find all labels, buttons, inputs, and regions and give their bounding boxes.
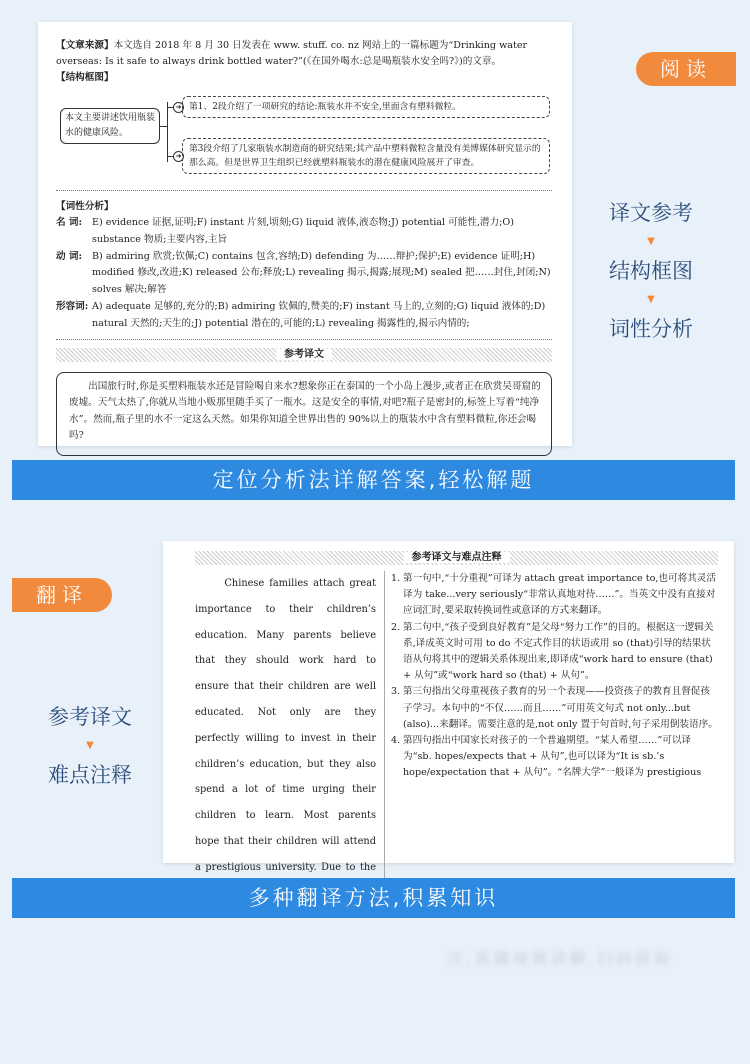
banner-translation: 多种翻译方法,积累知识 xyxy=(12,878,735,918)
arrow-icon: ➜ xyxy=(173,102,184,113)
notes-title-text: 参考译文与难点注释 xyxy=(404,552,510,563)
pos-row xyxy=(56,299,552,333)
pos-row xyxy=(56,249,552,299)
feature-item: 参考译文 xyxy=(48,705,132,729)
note-text: 第一句中,“十分重视”可译为 attach great importance to,也可将其灵活译为 take...very seriously“非常认真地对待……”。当英文中没有直接对应词汇时,要采取转换词性或意译的方式来翻译。 xyxy=(403,573,716,617)
note-text: 第二句中,“孩子受到良好教育”是父母“努力工作”的目的。根据这一逻辑关系,译成英文时可用 to do 不定式作目的状语或用 so (that)引导的结果状语从句将其中的逻辑关系体现出来,即译成“work hard to ensure (that) + 从句”或“work hard so (that) + 从句”。 xyxy=(403,621,714,682)
pos-analysis xyxy=(56,215,552,333)
note-number: 3. xyxy=(391,686,401,698)
ref-title-text: 参考译文 xyxy=(276,349,332,360)
structure-label: 【结构框图】 xyxy=(56,72,114,83)
pos-row xyxy=(56,215,552,249)
down-arrow-icon: ▼ xyxy=(647,294,655,305)
reading-feature-list xyxy=(596,198,706,344)
note-item xyxy=(391,733,718,782)
feature-item: 译文参考 xyxy=(609,201,693,225)
banner-reading: 定位分析法详解答案,轻松解题 xyxy=(12,460,735,500)
structure-diagram xyxy=(56,90,552,184)
reading-tag: 阅读 xyxy=(636,52,736,86)
divider xyxy=(56,339,552,340)
structure-main-box: 本文主要讲述饮用瓶装水的健康风险。 xyxy=(60,108,160,144)
note-item xyxy=(391,571,718,620)
difficulty-notes xyxy=(385,571,718,906)
two-columns xyxy=(195,571,718,906)
translation-tag: 翻译 xyxy=(12,578,112,612)
down-arrow-icon: ▼ xyxy=(647,236,655,247)
ref-translation-box: 出国旅行时,你是买塑料瓶装水还是冒险喝自来水?想象你正在泰国的一个小岛上漫步,或者正在欣赏吴哥窟的废墟。天气太热了,你就从当地小贩那里随手买了一瓶水。这是安全的事情,对吧?瓶子是密封的,标签上写着“纯净水”。然而,瓶子里的水不一定这么天然。如果你知道全世界出售的 90%以上的瓶装水中含有塑料微粒,你还会喝吗? xyxy=(56,372,552,456)
note-text: 第三句指出父母重视孩子教育的另一个表现——投资孩子的教育且督促孩子学习。本句中的“不仅……而且……”可用英文句式 not only...but (also)...来翻译。需要注意的是,not only 置于句首时,句子采用倒装语序。 xyxy=(403,686,718,730)
feature-item: 词性分析 xyxy=(609,317,693,341)
pos-row-label: 形容词: xyxy=(56,300,89,312)
connector-line xyxy=(160,126,168,127)
divider xyxy=(56,190,552,191)
blurred-footer-text: 注,真题视频讲解,扫码获取 xyxy=(447,949,673,968)
note-number: 2. xyxy=(391,621,401,633)
notes-title xyxy=(195,551,718,565)
note-item xyxy=(391,620,718,685)
down-arrow-icon: ▼ xyxy=(86,740,94,751)
feature-item: 结构框图 xyxy=(609,259,693,283)
english-translation: Chinese families attach great importance to their children’s education. Many parents believe that they should work hard to ensure that their children are well educated. Not only are they perfectly willing to invest in their children’s education, but they also spend a lot of time urging their children to learn. Most parents hope that their children will attend a prestigious university. Due to the xyxy=(195,571,385,906)
pos-row-label: 名 词: xyxy=(56,217,83,228)
reading-sample-page xyxy=(38,22,572,446)
translation-sample-page xyxy=(163,541,734,873)
pos-row-text: A) adequate 足够的,充分的;B) admiring 钦佩的,赞美的;F) instant 马上的,立刻的;G) liquid 液体的;D) natural 天然的;天生的;J) potential 潜在的,可能的;L) revealing 揭露性的,揭示内情的; xyxy=(92,300,546,329)
pos-row-text: B) admiring 欣赏;钦佩;C) contains 包含,容纳;D) defending 为……辩护;保护;E) evidence 证明;H) modified 修改,改进;K) released 公布;释放;L) revealing 揭示,揭露;展现;M) sealed 把……封住,封闭;N) solves 解决;解答 xyxy=(92,250,551,296)
source-label: 【文章来源】 xyxy=(56,40,114,51)
source-text: 本文选自 2018 年 8 月 30 日发表在 www. stuff. co. nz 网站上的一篇标题为“Drinking water overseas: Is it safe to always drink bottled water?”(《在国外喝水:总是喝瓶装水安全吗?》)的文章。 xyxy=(56,40,528,67)
connector-line xyxy=(167,102,168,162)
note-number: 1. xyxy=(391,573,401,584)
pos-row-text: E) evidence 证据,证明;F) instant 片刻,顷刻;G) liquid 液体,液态物;J) potential 可能性,潜力;O) substance 物质;主要内容,主旨 xyxy=(92,217,514,245)
ref-title xyxy=(56,348,552,362)
feature-item: 难点注释 xyxy=(48,763,132,787)
structure-branch-2: 第3段介绍了几家瓶装水制造商的研究结果;其产品中塑料微粒含量没有美博媒体研究显示的那么高。但是世界卫生组织已经就塑料瓶装水的潜在健康风险展开了审查。 xyxy=(182,138,550,174)
arrow-icon: ➜ xyxy=(173,151,184,162)
article-source xyxy=(56,38,552,70)
pos-label: 【词性分析】 xyxy=(56,201,114,212)
note-number: 4. xyxy=(391,735,401,747)
pos-row-label: 动 词: xyxy=(56,250,83,262)
translation-feature-list xyxy=(30,702,150,790)
note-text: 第四句指出中国家长对孩子的一个普遍期望。“某人希望……”可以译为“sb. hopes/expects that + 从句”,也可以译为“It is sb.’s hope/expectation that + 从句”。“名牌大学”一般译为 prestigious xyxy=(403,735,702,779)
note-item xyxy=(391,684,718,733)
structure-branch-1: 第1、2段介绍了一项研究的结论:瓶装水并不安全,里面含有塑料微粒。 xyxy=(182,96,550,118)
